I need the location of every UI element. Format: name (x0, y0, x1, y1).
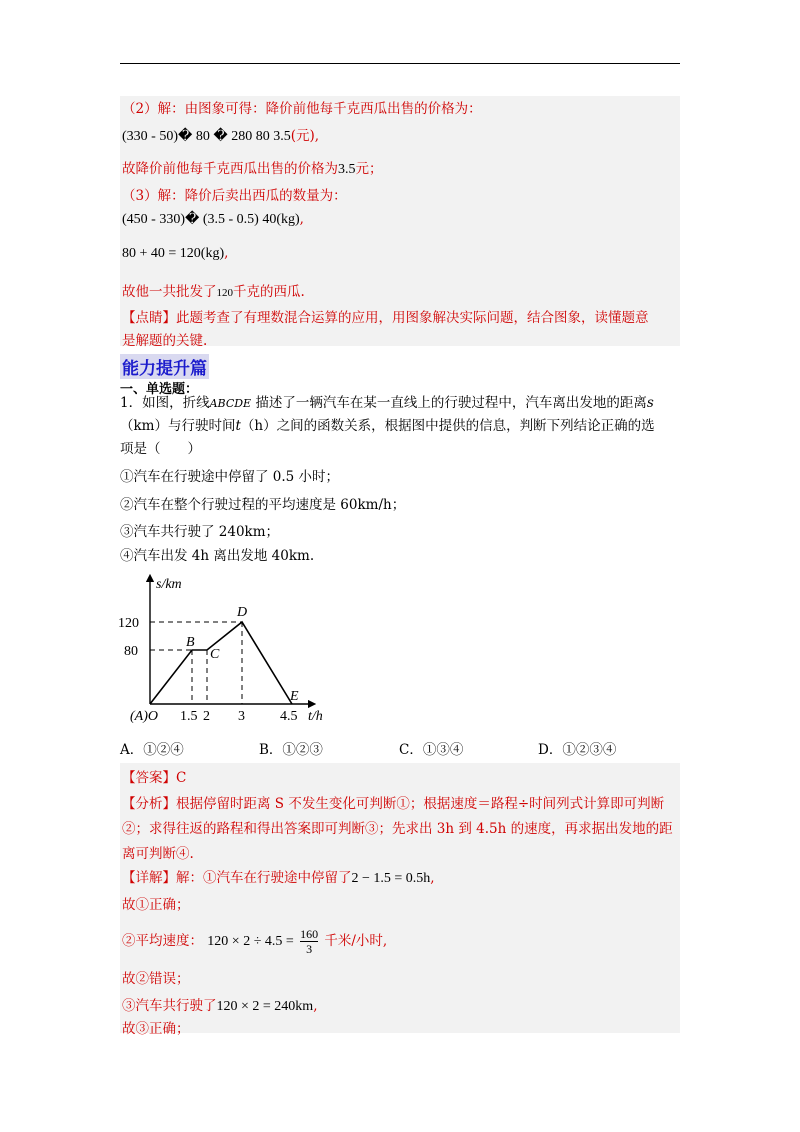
point-B: B (186, 635, 195, 650)
detail-line-1: 【详解】解：①汽车在行驶途中停留了2 − 1.5 = 0.5h, (122, 870, 435, 886)
x-tick-4.5: 4.5 (280, 709, 298, 724)
statement-1: ①汽车在行驶途中停留了 0.5 小时； (120, 469, 340, 485)
y-axis-label: s/km (156, 577, 182, 592)
statement-3: ③汽车共行驶了 240km； (120, 524, 280, 540)
analysis-line-1: 【分析】根据停留时距离 S 不发生变化可判断①；根据速度＝路程÷时间列式计算即可判断 (122, 796, 665, 812)
y-tick-80: 80 (124, 644, 138, 659)
path-ABCDE (150, 622, 292, 704)
header-rule (120, 63, 680, 64)
detail-line-4: 故②错误； (122, 971, 190, 987)
solution-step-3: （3）解：降价后卖出西瓜的数量为： (122, 188, 347, 204)
point-C: C (210, 647, 220, 662)
fraction: $\frac{160}{3}$ (300, 927, 319, 956)
comment-line-2: 是解题的关键. (122, 333, 208, 349)
x-tick-1.5: 1.5 (180, 709, 198, 724)
option-c: C．①③④ (399, 742, 464, 758)
detail-line-3: ②平均速度： 120 × 2 ÷ 4.5 = $\frac{160}{3}$ 千米/小时, (122, 927, 388, 956)
analysis-line-3: 离可判断④. (122, 846, 194, 862)
question-line-2: （km）与行驶时间t（h）之间的函数关系，根据图中提供的信息，判断下列结论正确的选 (120, 418, 655, 434)
statement-4: ④汽车出发 4h 离出发地 40km. (120, 548, 315, 564)
formula-line-1: (330 - 50)� 80 � 280 80 3.5(元), (122, 128, 320, 144)
point-D: D (237, 605, 248, 620)
detail-line-5: ③汽车共行驶了120 × 2 = 240km, (122, 998, 318, 1014)
detail-line-6: 故③正确； (122, 1021, 190, 1037)
conclusion-line-1: 故降价前他每千克西瓜出售的价格为3.5元； (122, 161, 383, 177)
distance-time-graph (112, 570, 342, 730)
section-title: 能力提升篇 (120, 354, 209, 379)
formula-line-3: 80 + 40 = 120(kg), (122, 245, 229, 261)
x-tick-2: 2 (203, 709, 210, 724)
answer-line: 【答案】C (122, 770, 187, 786)
question-line-1: 1．如图，折线ABCDE 描述了一辆汽车在某一直线上的行驶过程中，汽车离出发地的距离s (120, 395, 654, 411)
option-b: B．①②③ (259, 742, 323, 758)
analysis-line-2: ②；求得往返的路程和得出答案即可判断③；先求出 3h 到 4.5h 的速度，再求据出发地的距 (122, 821, 673, 837)
detail-line-2: 故①正确； (122, 897, 190, 913)
comment-line-1: 【点睛】此题考查了有理数混合运算的应用，用图象解决实际问题，结合图象，读懂题意 (122, 310, 649, 326)
conclusion-line-2: 故他一共批发了120千克的西瓜. (122, 284, 305, 300)
statement-2: ②汽车在整个行驶过程的平均速度是 60km/h； (120, 497, 406, 513)
origin-label: (A)O (130, 709, 158, 724)
x-axis-label: t/h (308, 709, 323, 724)
formula-line-2: (450 - 330)� (3.5 - 0.5) 40(kg), (122, 211, 304, 227)
solution-step-2: （2）解：由图象可得：降价前他每千克西瓜出售的价格为： (122, 101, 482, 117)
option-a: A．①②④ (120, 742, 184, 758)
sub-title: 一、单选题： (120, 382, 199, 397)
y-tick-120: 120 (118, 616, 139, 631)
question-line-3: 项是（ ） (120, 441, 201, 457)
x-tick-3: 3 (238, 709, 245, 724)
option-d: D．①②③④ (538, 742, 617, 758)
point-E: E (290, 689, 299, 704)
